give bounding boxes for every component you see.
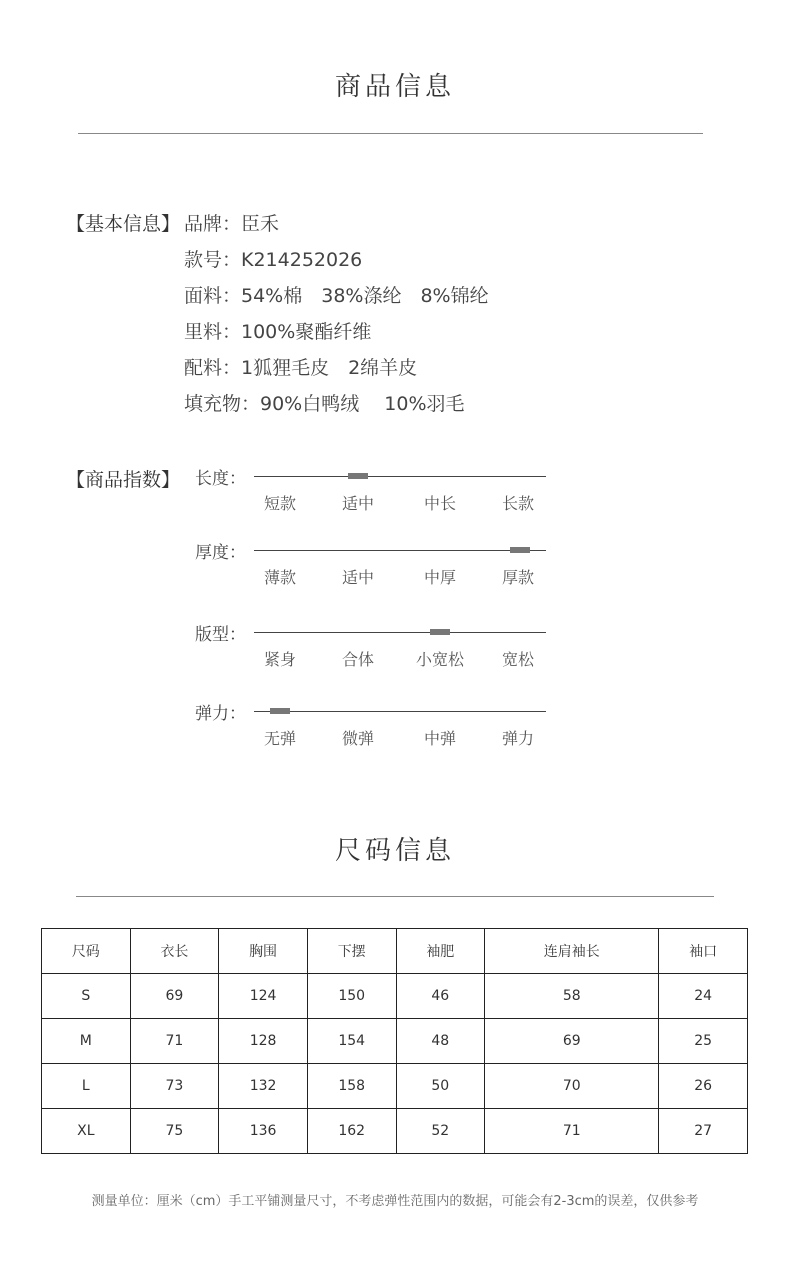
index-option: 宽松 bbox=[501, 650, 534, 669]
measurement-note: 测量单位：厘米（cm）手工平铺测量尺寸，不考虑弹性范围内的数据，可能会有2-3cm的误差，仅供参考 bbox=[91, 1194, 699, 1209]
index-option: 小宽松 bbox=[415, 650, 464, 669]
table-cell: 69 bbox=[130, 974, 219, 1019]
header-cell: 胸围 bbox=[219, 929, 308, 974]
table-cell: 128 bbox=[219, 1019, 308, 1064]
index-option: 中厚 bbox=[423, 568, 456, 587]
table-cell: 46 bbox=[396, 974, 485, 1019]
indices-label: 【商品指数】 bbox=[66, 469, 181, 491]
table-cell: 58 bbox=[485, 974, 659, 1019]
index-option: 紧身 bbox=[263, 650, 296, 669]
table-cell: 150 bbox=[307, 974, 396, 1019]
header-cell: 下摆 bbox=[307, 929, 396, 974]
index-track bbox=[254, 632, 546, 633]
index-marker bbox=[270, 708, 290, 714]
table-cell: 136 bbox=[219, 1109, 308, 1154]
size-title-divider bbox=[76, 896, 714, 897]
index-label: 版型： bbox=[195, 625, 246, 645]
index-option: 弹力 bbox=[501, 729, 534, 748]
index-option: 厚款 bbox=[501, 568, 534, 587]
table-cell: 69 bbox=[485, 1019, 659, 1064]
title-divider bbox=[78, 133, 703, 134]
table-row bbox=[42, 1064, 748, 1109]
index-label: 厚度： bbox=[195, 543, 246, 563]
index-marker bbox=[430, 629, 450, 635]
index-option: 无弹 bbox=[263, 729, 296, 748]
index-label: 长度： bbox=[195, 469, 246, 489]
index-option: 微弹 bbox=[341, 729, 374, 748]
index-option: 薄款 bbox=[263, 568, 296, 587]
header-cell: 袖口 bbox=[659, 929, 748, 974]
basic-info-label: 【基本信息】 bbox=[66, 213, 181, 235]
index-track bbox=[254, 711, 546, 712]
table-row bbox=[42, 1019, 748, 1064]
table-cell: 124 bbox=[219, 974, 308, 1019]
style-number-line: 款号：K214252026 bbox=[184, 249, 363, 271]
table-cell: 132 bbox=[219, 1064, 308, 1109]
table-cell: 162 bbox=[307, 1109, 396, 1154]
table-cell: 70 bbox=[485, 1064, 659, 1109]
index-track bbox=[254, 550, 546, 551]
table-cell: 75 bbox=[130, 1109, 219, 1154]
size-table-header-row bbox=[42, 929, 748, 974]
table-cell: 25 bbox=[659, 1019, 748, 1064]
product-info-title: 商品信息 bbox=[334, 72, 455, 102]
index-marker bbox=[348, 473, 368, 479]
trim-line: 配料：1狐狸毛皮 2绵羊皮 bbox=[184, 357, 418, 379]
index-marker bbox=[510, 547, 530, 553]
table-cell: M bbox=[42, 1019, 131, 1064]
header-cell: 尺码 bbox=[42, 929, 131, 974]
table-cell: 71 bbox=[130, 1019, 219, 1064]
filling-line: 填充物：90%白鸭绒 10%羽毛 bbox=[184, 393, 465, 415]
table-cell: 52 bbox=[396, 1109, 485, 1154]
table-cell: 71 bbox=[485, 1109, 659, 1154]
header-cell: 衣长 bbox=[130, 929, 219, 974]
lining-line: 里料：100%聚酯纤维 bbox=[184, 321, 372, 343]
index-option: 中长 bbox=[423, 494, 456, 513]
size-info-title: 尺码信息 bbox=[334, 836, 455, 866]
index-option: 适中 bbox=[341, 494, 374, 513]
table-cell: 48 bbox=[396, 1019, 485, 1064]
table-cell: 154 bbox=[307, 1019, 396, 1064]
size-table bbox=[41, 928, 748, 1154]
index-option: 适中 bbox=[341, 568, 374, 587]
brand-line: 品牌：臣禾 bbox=[184, 213, 280, 235]
table-row bbox=[42, 974, 748, 1019]
index-option: 长款 bbox=[501, 494, 534, 513]
table-cell: 50 bbox=[396, 1064, 485, 1109]
index-option: 合体 bbox=[341, 650, 374, 669]
table-cell: XL bbox=[42, 1109, 131, 1154]
index-option: 短款 bbox=[263, 494, 296, 513]
table-row bbox=[42, 1109, 748, 1154]
index-track bbox=[254, 476, 546, 477]
table-cell: 158 bbox=[307, 1064, 396, 1109]
index-label: 弹力： bbox=[195, 704, 246, 724]
table-cell: 73 bbox=[130, 1064, 219, 1109]
header-cell: 袖肥 bbox=[396, 929, 485, 974]
fabric-line: 面料：54%棉 38%涤纶 8%锦纶 bbox=[184, 285, 489, 307]
header-cell: 连肩袖长 bbox=[485, 929, 659, 974]
table-cell: L bbox=[42, 1064, 131, 1109]
table-cell: S bbox=[42, 974, 131, 1019]
table-cell: 26 bbox=[659, 1064, 748, 1109]
table-cell: 27 bbox=[659, 1109, 748, 1154]
index-option: 中弹 bbox=[423, 729, 456, 748]
table-cell: 24 bbox=[659, 974, 748, 1019]
